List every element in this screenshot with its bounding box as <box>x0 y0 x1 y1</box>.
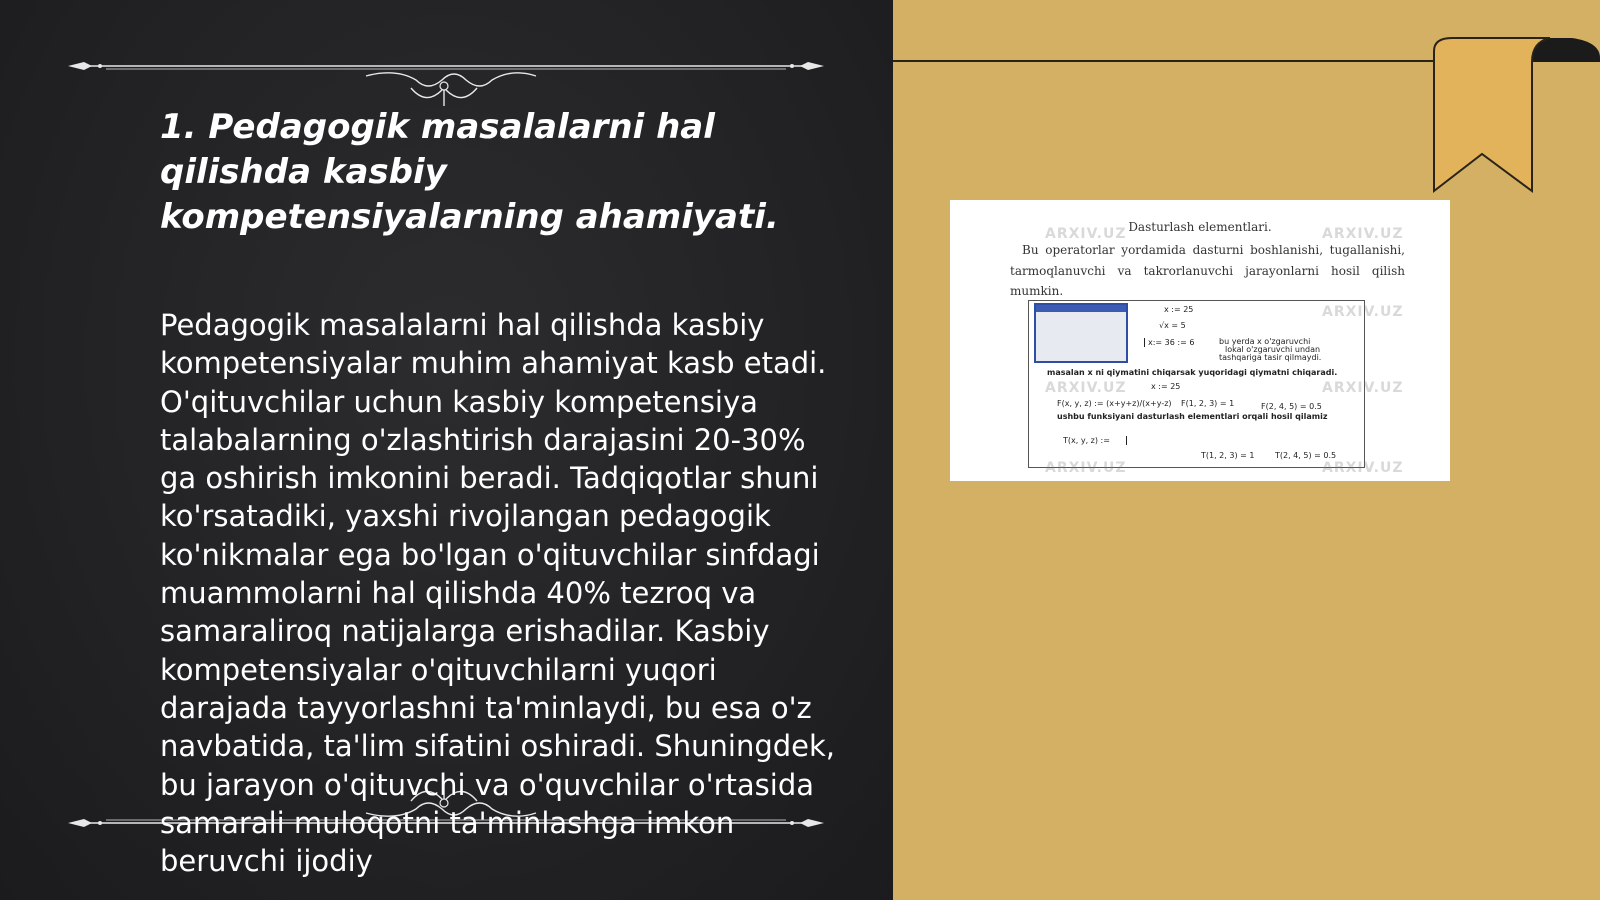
document-paragraph: Bu operatorlar yordamida dasturni boshlanishi, tugallanishi, tarmoqlanuvchi va takrorlanuvchi jarayonlarni hosil qilish mumkin. <box>1010 243 1405 298</box>
slide-title: 1. Pedagogik masalalarni hal qilishda kasbiy kompetensiyalarning ahamiyati. <box>160 107 779 237</box>
formula-line: T(1, 2, 3) = 1 <box>1201 451 1255 460</box>
formula-line: T(x, y, z) := <box>1063 436 1127 445</box>
watermark-text: ARXIV.UZ <box>1322 304 1404 320</box>
formula-line: x := 25 <box>1164 305 1194 314</box>
programming-toolbar-window <box>1034 303 1128 363</box>
formula-line: x:= 36 := 6 <box>1144 338 1194 347</box>
formula-line: tashqariga tasir qilmaydi. <box>1219 353 1322 362</box>
bookmark-ribbon-icon <box>1432 36 1600 201</box>
top-decorative-divider <box>66 50 826 110</box>
toolbar-titlebar <box>1036 305 1126 312</box>
watermark-text: ARXIV.UZ <box>1322 460 1404 476</box>
formula-line: ushbu funksiyani dasturlash elementlari orqali hosil qilamiz <box>1057 412 1328 421</box>
slide-body-text: Pedagogik masalalarni hal qilishda kasbiy kompetensiyalar muhim ahamiyat kasb etadi. O'qituvchilar uchun kasbiy kompetensiya talabalarning o'zlashtirish darajasini 20-30% ga oshirish imkonini beradi. Tadqiqotlar shuni ko'rsatadiki, yaxshi rivojlangan pedagogik ko'nikmalar ega bo'lgan o'qituvchilar sinfdagi muammolarni hal qilishda 40% tezroq va samaraliroq natijalarga erishadilar. Kasbiy kompetensiyalar o'qituvchilarni yuqori darajada tayyorlashni ta'minlaydi, bu esa o'z navbatida, ta'lim sifatini oshiradi. Shuningdek, bu jarayon o'qituvchi va o'quvchilar o'rtasida samarali muloqotni ta'minlashga imkon beruvchi ijodiy <box>160 308 836 879</box>
watermark-text: ARXIV.UZ <box>1045 226 1127 242</box>
formula-line: F(x, y, z) := (x+y+z)/(x+y-z) <box>1057 399 1172 408</box>
watermark-text: ARXIV.UZ <box>1045 460 1127 476</box>
formula-line: x := 25 <box>1151 382 1181 391</box>
watermark-text: ARXIV.UZ <box>1322 226 1404 242</box>
document-heading: Dasturlash elementlari. <box>1128 220 1272 234</box>
formula-line: masalan x ni qiymatini chiqarsak yuqoridagi qiymatni chiqaradi. <box>1047 368 1338 377</box>
watermark-text: ARXIV.UZ <box>1322 380 1404 396</box>
formula-line: F(2, 4, 5) = 0.5 <box>1261 402 1322 411</box>
document-screenshot-image <box>950 200 1450 481</box>
formula-line: F(1, 2, 3) = 1 <box>1181 399 1235 408</box>
watermark-text: ARXIV.UZ <box>1045 380 1127 396</box>
formula-line: √x = 5 <box>1159 321 1186 330</box>
formula-line: bu yerda x o'zgaruvchi <box>1219 337 1311 346</box>
formula-line: T(2, 4, 5) = 0.5 <box>1275 451 1337 460</box>
formula-line: lokal o'zgaruvchi undan <box>1225 345 1321 354</box>
